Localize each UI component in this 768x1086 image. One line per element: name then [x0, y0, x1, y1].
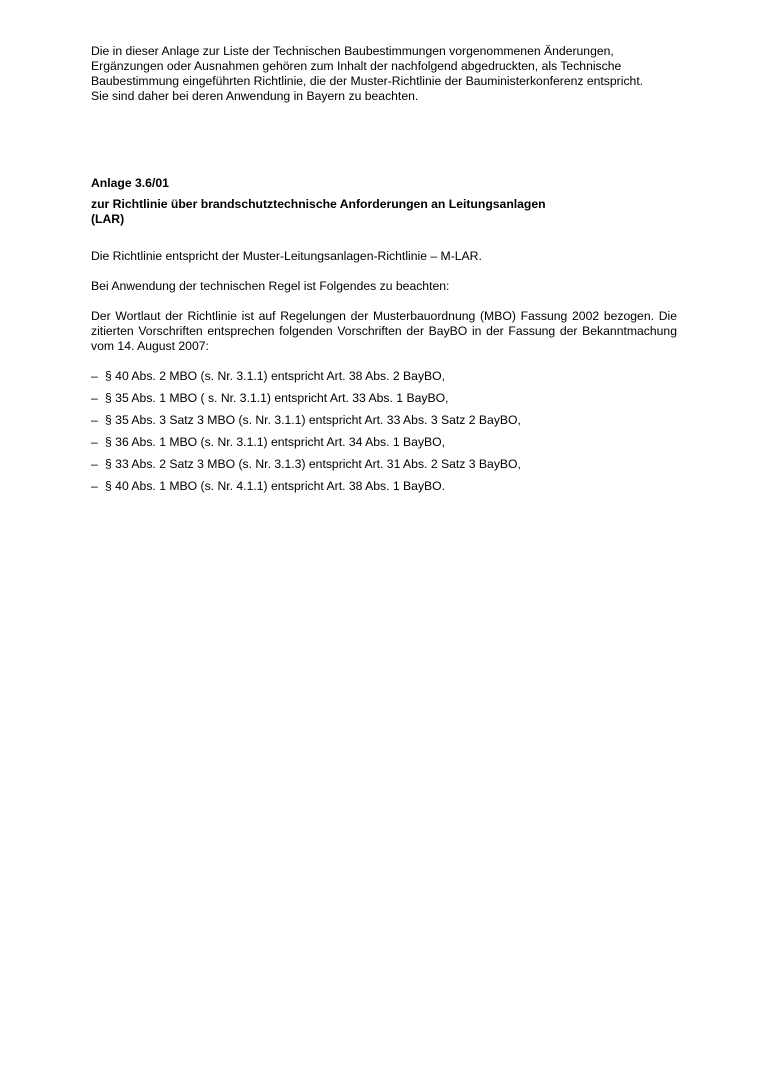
list-dash: –	[91, 369, 98, 383]
list-item-text: § 36 Abs. 1 MBO (s. Nr. 3.1.1) entspricht Art. 34 Abs. 1 BayBO,	[105, 435, 446, 449]
list-item	[91, 479, 677, 494]
list-dash: –	[91, 391, 98, 405]
list-item	[91, 391, 677, 406]
annex-title-line-1: zur Richtlinie über brandschutztechnische Anforderungen an Leitungsanlagen	[91, 197, 546, 211]
list-item	[91, 457, 677, 472]
list-item	[91, 435, 677, 450]
list-item	[91, 413, 677, 428]
intro-line-2: Ergänzungen oder Ausnahmen gehören zum Inhalt der nachfolgend abgedruckten, als Technische	[91, 59, 622, 73]
intro-line-1: Die in dieser Anlage zur Liste der Technischen Baubestimmungen vorgenommenen Änderungen,	[91, 44, 614, 58]
guideline-correspondence-sentence: Die Richtlinie entspricht der Muster-Leitungsanlagen-Richtlinie – M-LAR.	[91, 249, 482, 263]
mbo-reference-paragraph: Der Wortlaut der Richtlinie ist auf Regelungen der Musterbauordnung (MBO) Fassung 2002 bezogen. Die zitierten Vorschriften entsprechen folgenden Vorschriften der BayBO in der Fassung der Bekanntmachung vom 14. August 2007:	[91, 309, 677, 353]
list-item	[91, 369, 677, 384]
list-dash: –	[91, 435, 98, 449]
annex-title	[91, 197, 591, 227]
list-item-text: § 33 Abs. 2 Satz 3 MBO (s. Nr. 3.1.3) entspricht Art. 31 Abs. 2 Satz 3 BayBO,	[105, 457, 521, 471]
annex-heading	[91, 176, 677, 227]
annex-number: Anlage 3.6/01	[91, 176, 169, 190]
list-item-text: § 40 Abs. 1 MBO (s. Nr. 4.1.1) entspricht Art. 38 Abs. 1 BayBO.	[105, 479, 446, 493]
intro-line-3: Baubestimmung eingeführten Richtlinie, die der Muster-Richtlinie der Bauministerkonferenz entspricht.	[91, 74, 644, 88]
application-note-sentence: Bei Anwendung der technischen Regel ist Folgendes zu beachten:	[91, 279, 450, 293]
annex-title-line-2: (LAR)	[91, 212, 125, 226]
list-item-text: § 40 Abs. 2 MBO (s. Nr. 3.1.1) entspricht Art. 38 Abs. 2 BayBO,	[105, 369, 446, 383]
intro-paragraph	[91, 44, 677, 104]
list-item-text: § 35 Abs. 1 MBO ( s. Nr. 3.1.1) entspricht Art. 33 Abs. 1 BayBO,	[105, 391, 449, 405]
intro-line-4: Sie sind daher bei deren Anwendung in Bayern zu beachten.	[91, 89, 419, 103]
list-item-text: § 35 Abs. 3 Satz 3 MBO (s. Nr. 3.1.1) entspricht Art. 33 Abs. 3 Satz 2 BayBO,	[105, 413, 521, 427]
document-page	[91, 44, 677, 501]
list-dash: –	[91, 457, 98, 471]
list-dash: –	[91, 479, 98, 493]
regulation-correspondence-list	[91, 369, 677, 494]
list-dash: –	[91, 413, 98, 427]
